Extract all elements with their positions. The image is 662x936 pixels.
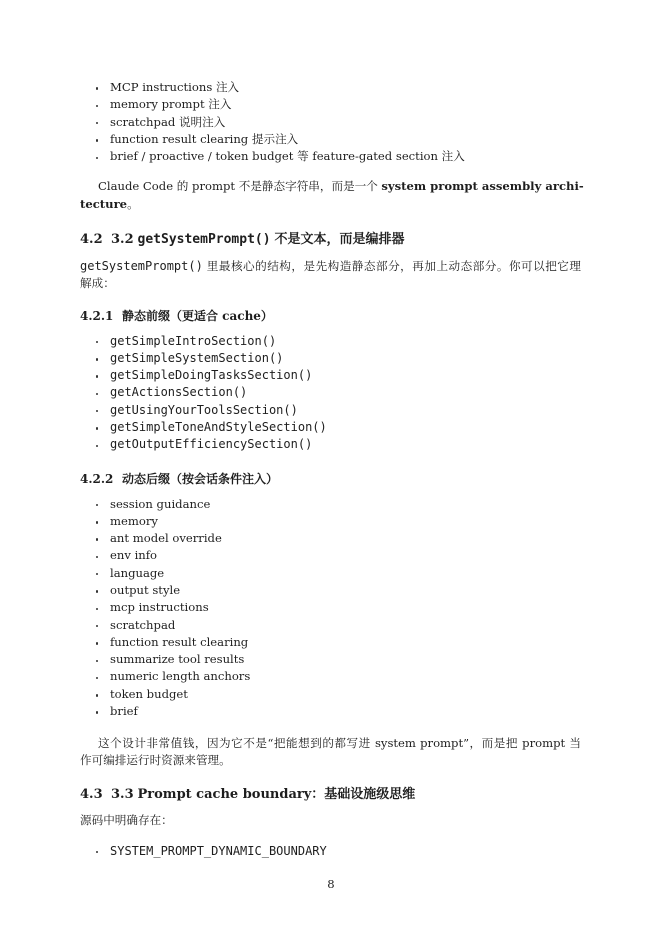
list-item bbox=[96, 148, 465, 165]
list-item-text: function result clearing bbox=[110, 634, 249, 649]
bullet-icon bbox=[96, 157, 98, 159]
list-item bbox=[96, 565, 250, 582]
list-item-text: getOutputEfficiencySection() bbox=[110, 437, 313, 452]
bullet-icon bbox=[96, 556, 98, 558]
code-list-item bbox=[96, 436, 327, 453]
bullet-icon bbox=[96, 341, 98, 343]
list-item-text: numeric length anchors bbox=[110, 669, 251, 684]
assembly-paragraph-emphasis: system prompt assembly archi- bbox=[381, 178, 584, 193]
list-item bbox=[96, 617, 250, 634]
list-item-text: mcp instructions bbox=[110, 600, 209, 615]
section-label: 3.2 bbox=[111, 232, 134, 247]
section-title-code: getSystemPrompt() bbox=[137, 232, 271, 247]
bullet-icon bbox=[96, 393, 98, 395]
code-list-item bbox=[96, 350, 327, 367]
body-text: 作可编排运行时资源来管理。 bbox=[80, 752, 231, 767]
list-item bbox=[96, 79, 465, 96]
bullet-icon bbox=[96, 711, 98, 713]
list-item bbox=[96, 703, 250, 720]
list-item-text: getUsingYourToolsSection() bbox=[110, 402, 298, 417]
inline-code: getSystemPrompt() bbox=[80, 258, 203, 273]
list-item bbox=[96, 651, 250, 668]
bullet-icon bbox=[96, 375, 98, 377]
body-text: 这个设计非常值钱，因为它不是“把能想到的都写进 system prompt”，而是把 prompt 当 bbox=[98, 735, 581, 750]
list-item bbox=[96, 530, 250, 547]
bullet-icon bbox=[96, 608, 98, 610]
subsection-heading-4-2-2 bbox=[80, 470, 278, 488]
code-list-item bbox=[96, 367, 327, 384]
bullet-icon bbox=[96, 590, 98, 592]
list-item bbox=[96, 96, 465, 113]
body-text: 里最核心的结构，是先构造静态部分，再加上动态部分。你可以把它理 bbox=[206, 258, 581, 273]
list-item-text: session guidance bbox=[110, 496, 211, 511]
bullet-icon bbox=[96, 521, 98, 523]
feature-injection-list bbox=[96, 79, 465, 165]
list-item-text: MCP instructions 注入 bbox=[110, 80, 240, 94]
section-4-2-body-line-1 bbox=[80, 258, 581, 275]
code-list-item bbox=[96, 419, 327, 436]
list-item-text: ant model override bbox=[110, 531, 222, 546]
section-label: 3.3 bbox=[111, 787, 134, 802]
list-item-text: getSimpleIntroSection() bbox=[110, 333, 277, 348]
body-text: 解成： bbox=[80, 275, 115, 290]
code-list-item bbox=[96, 843, 327, 860]
assembly-paragraph-line-2 bbox=[80, 196, 139, 213]
boundary-constant-list bbox=[96, 843, 327, 860]
list-item-text: language bbox=[110, 565, 165, 580]
section-heading-4-2 bbox=[80, 230, 404, 250]
list-item bbox=[96, 634, 250, 651]
bullet-icon bbox=[96, 625, 98, 627]
list-item-text: function result clearing 提示注入 bbox=[110, 131, 299, 146]
design-note-line-1 bbox=[98, 735, 581, 752]
code-list-item bbox=[96, 384, 327, 401]
design-note-line-2 bbox=[80, 752, 231, 769]
bullet-icon bbox=[96, 642, 98, 644]
assembly-paragraph-line-1 bbox=[98, 178, 584, 195]
list-item-text: summarize tool results bbox=[110, 652, 245, 667]
list-item-text: getSimpleToneAndStyleSection() bbox=[110, 419, 327, 434]
subsection-title: 动态后缀（按会话条件注入） bbox=[122, 472, 279, 486]
list-item bbox=[96, 131, 465, 148]
page-number: 8 bbox=[327, 876, 335, 891]
static-prefix-list bbox=[96, 333, 327, 454]
list-item-text: token budget bbox=[110, 686, 188, 701]
section-number: 4.2 bbox=[80, 232, 103, 247]
bullet-icon bbox=[96, 573, 98, 575]
list-item-text: brief / proactive / token budget 等 feature-gated section 注入 bbox=[110, 149, 465, 164]
bullet-icon bbox=[96, 445, 98, 447]
list-item-text: scratchpad bbox=[110, 617, 176, 632]
list-item bbox=[96, 599, 250, 616]
list-item-text: SYSTEM_PROMPT_DYNAMIC_BOUNDARY bbox=[110, 843, 327, 858]
bullet-icon bbox=[96, 851, 98, 853]
bullet-icon bbox=[96, 660, 98, 662]
bullet-icon bbox=[96, 694, 98, 696]
subsection-number: 4.2.1 bbox=[80, 309, 114, 323]
section-title: 不是文本，而是编排器 bbox=[274, 232, 405, 247]
bullet-icon bbox=[96, 105, 98, 107]
bullet-icon bbox=[96, 538, 98, 540]
section-4-3-intro bbox=[80, 812, 173, 829]
assembly-paragraph-text: Claude Code 的 prompt 不是静态字符串，而是一个 bbox=[98, 178, 378, 193]
bullet-icon bbox=[96, 358, 98, 360]
code-list-item bbox=[96, 333, 327, 350]
list-item-text: output style bbox=[110, 582, 181, 597]
list-item bbox=[96, 547, 250, 564]
dynamic-suffix-list bbox=[96, 496, 250, 721]
section-heading-4-3 bbox=[80, 785, 415, 805]
bullet-icon bbox=[96, 677, 98, 679]
section-4-2-body-line-2 bbox=[80, 275, 115, 292]
section-number: 4.3 bbox=[80, 787, 103, 802]
bullet-icon bbox=[96, 139, 98, 141]
section-title: Prompt cache boundary：基础设施级思维 bbox=[137, 787, 416, 802]
subsection-title: 静态前缀（更适合 cache） bbox=[122, 309, 273, 323]
bullet-icon bbox=[96, 122, 98, 124]
list-item-text: memory bbox=[110, 513, 158, 528]
bullet-icon bbox=[96, 427, 98, 429]
body-text: 源码中明确存在： bbox=[80, 812, 173, 827]
list-item bbox=[96, 582, 250, 599]
list-item bbox=[96, 496, 250, 513]
list-item bbox=[96, 114, 465, 131]
list-item-text: getActionsSection() bbox=[110, 385, 248, 400]
list-item bbox=[96, 668, 250, 685]
assembly-paragraph-period: 。 bbox=[127, 196, 139, 211]
list-item bbox=[96, 686, 250, 703]
list-item bbox=[96, 513, 250, 530]
list-item-text: getSimpleSystemSection() bbox=[110, 350, 284, 365]
list-item-text: brief bbox=[110, 704, 138, 719]
list-item-text: memory prompt 注入 bbox=[110, 97, 232, 112]
assembly-paragraph-emphasis-end: tecture bbox=[80, 196, 128, 211]
list-item-text: scratchpad 说明注入 bbox=[110, 114, 226, 129]
list-item-text: env info bbox=[110, 548, 158, 563]
subsection-number: 4.2.2 bbox=[80, 472, 114, 486]
list-item-text: getSimpleDoingTasksSection() bbox=[110, 368, 313, 383]
bullet-icon bbox=[96, 504, 98, 506]
subsection-heading-4-2-1 bbox=[80, 307, 273, 325]
code-list-item bbox=[96, 402, 327, 419]
bullet-icon bbox=[96, 410, 98, 412]
bullet-icon bbox=[96, 87, 98, 89]
